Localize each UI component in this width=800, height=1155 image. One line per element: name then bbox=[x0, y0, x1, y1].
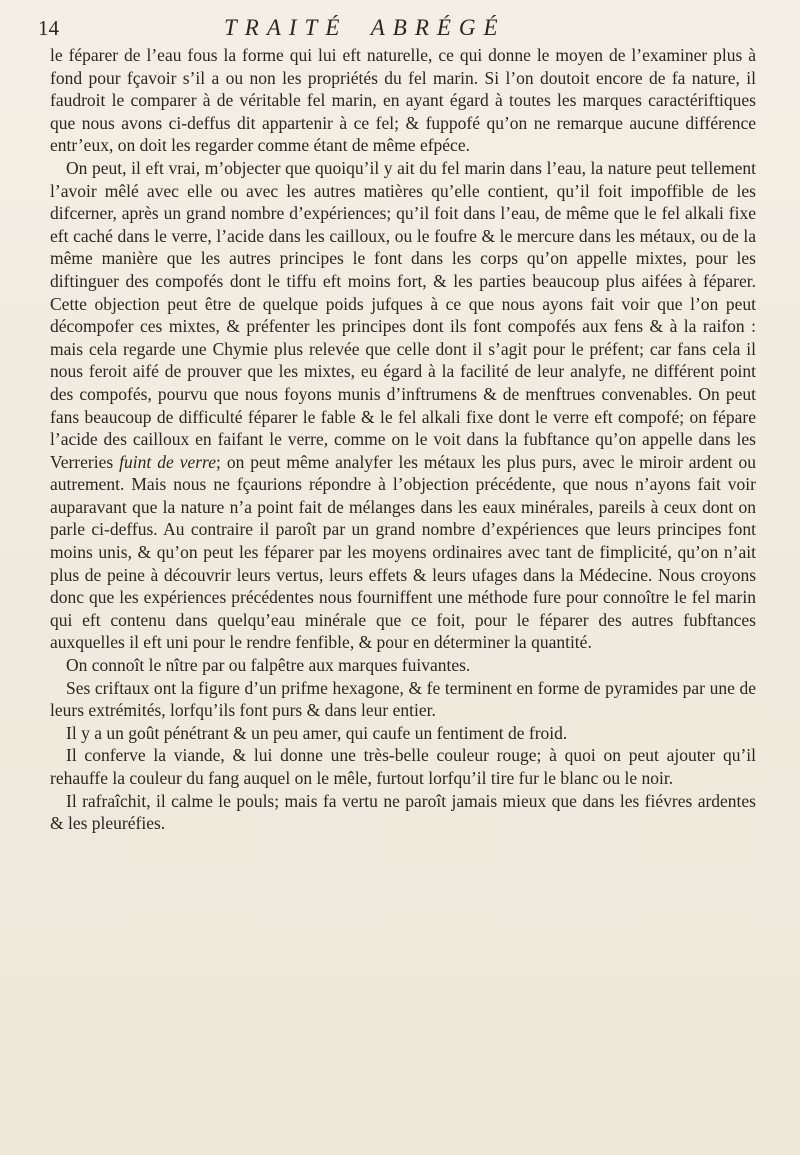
running-title: TRAITÉ ABRÉGÉ bbox=[224, 15, 506, 40]
paragraph-crystals: Ses criftaux ont la figure d’un prifme hexagone, & fe terminent en forme de pyramides par une de leurs extrémités, lorfqu’ils font purs & dans leur entier. bbox=[50, 677, 756, 721]
page-number: 14 bbox=[38, 16, 59, 40]
paragraph-taste: Il y a un goût pénétrant & un peu amer, qui caufe un fentiment de froid. bbox=[66, 722, 568, 743]
paragraph-continuation: le féparer de l’eau fous la forme qui lui eft naturelle, ce qui donne le moyen de l’examiner plus à fond pour fçavoir s’il a ou non les propriétés du fel marin. Si l’on doutoit encore de fa nature, il faudroit le comparer à de véritable fel marin, en ayant égard à toutes les marques caractériftiques que nous avons ci-deffus dit appartenir à ce fel; & fuppofé qu’on ne remarque aucune différence entr’eux, on doit les regarder comme étant de même efpéce. bbox=[50, 45, 756, 156]
paragraph-objection bbox=[50, 157, 756, 654]
paragraph-meat: Il conferve la viande, & lui donne une très-belle couleur rouge; à quoi on peut ajouter qu’il rehauffe la couleur du fang auquel on le mêle, furtout lorfqu’il tire fur le blanc ou le noir. bbox=[50, 745, 756, 788]
body-text bbox=[50, 44, 756, 835]
paragraph-cooling: Il rafraîchit, il calme le pouls; mais fa vertu ne paroît jamais mieux que dans les fiévres ardentes & les pleuréfies. bbox=[50, 790, 756, 834]
italic-term: fuint de verre bbox=[119, 451, 216, 472]
paragraph-objection-text-before: On peut, il eft vrai, m’objecter que quoiqu’il y ait du fel marin dans l’eau, la nature peut tellement l’avoir mêlé avec elle ou avec les autres matières qu’elle contient, qu’il foit impoffible de les difcerner, après un grand nombre d’expériences; qu’il foit dans l’eau, de même que le fel alkali fixe eft caché dans le verre, l’acide dans les cailloux, ou le foufre & le mercure dans les métaux, ou de la même manière que les autres principes le font dans les corps qu’on appelle mixtes, pour les diftinguer des compofés dont le tiffu eft moins fort, & les parties beaucoup plus aifées à féparer. Cette objection peut être de quelque poids jufques à ce que nous ayons fait voir que l’on peut décompofer ces mixtes, & préfenter les principes dont ils font compofés aux fens & à la raifon : mais cela regarde une Chymie plus relevée que celle dont il s’agit pour le préfent; car fans cela il nous feroit aifé de prouver que les mixtes, eu égard à la facilité de leur analyfe, ne différent point des compofés, pourvu que nous foyons munis d’inftrumens & de menftrues convenables. On peut fans beaucoup de difficulté féparer le fable & le fel alkali fixe dont le verre eft compofé; on fépare l’acide des cailloux en faifant le verre, comme on le voit dans la fubftance qu’on appelle dans les Verreries bbox=[50, 157, 756, 472]
paragraph-objection-text-after: ; on peut même analyfer les métaux les plus purs, avec le miroir ardent ou autrement. Mais nous ne fçaurions répondre à l’objection précédente, que nous n’ayons fait voir auparavant que la nature n’a point fait de mélanges dans les eaux minérales, pareils à ceux dont on parle ci-deffus. Au contraire il paroît par un grand nombre d’expériences que leurs principes font moins unis, & qu’on peut les féparer par les moyens ordinaires avec tant de fimplicité, qu’on n’ait plus de peine à découvrir leurs vertus, leurs effets & leurs ufages dans la Médecine. Nous croyons donc que les expériences précédentes nous fourniffent une méthode fure pour connoître le fel marin qui eft contenu dans quelqu’eau minérale que ce foit, pour le féparer des autres fubftances auxquelles il eft uni pour le rendre fenfible, & pour en déterminer la quantité. bbox=[50, 451, 756, 653]
paragraph-nitre-intro: On connoît le nître par ou falpêtre aux marques fuivantes. bbox=[66, 655, 471, 676]
